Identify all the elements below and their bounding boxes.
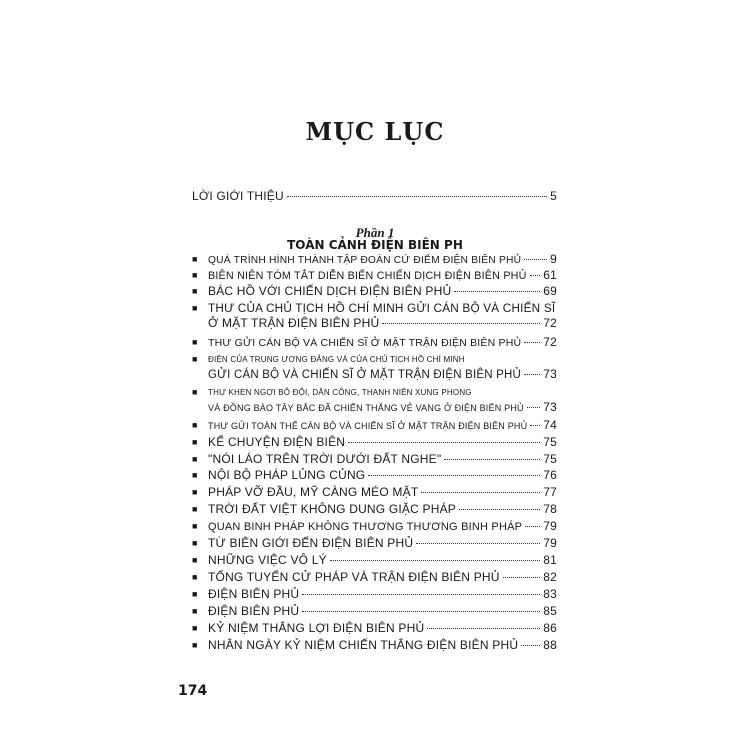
toc-page-number: 61 [543, 268, 557, 282]
bullet-icon: ■ [192, 538, 198, 548]
toc-entry-title: BIÊN NIÊN TÓM TẮT DIỄN BIẾN CHIẾN DỊCH ĐIỆN BIÊN PHỦ [208, 270, 527, 282]
toc-entry[interactable] [192, 268, 557, 284]
leader-dots [530, 425, 540, 426]
toc-entry-title: PHÁP VỠ ĐẦU, MỸ CÀNG MÉO MẶT [208, 485, 419, 499]
toc-page-number: 73 [543, 367, 557, 381]
toc-entry[interactable] [192, 621, 557, 636]
bullet-icon: ■ [192, 521, 198, 531]
page-number: 174 [178, 683, 208, 699]
toc-page-number: 88 [543, 638, 557, 652]
toc-entry-title: "NÓI LÁO TRÊN TRỜI DƯỚI ĐẤT NGHE" [208, 452, 442, 466]
toc-entry[interactable] [192, 519, 557, 535]
leader-dots [427, 628, 540, 629]
bullet-icon: ■ [192, 623, 198, 633]
leader-dots [444, 459, 540, 460]
toc-entry-title: KỂ CHUYỆN ĐIỆN BIÊN [208, 435, 346, 449]
bullet-icon: ■ [192, 589, 198, 599]
leader-dots [368, 475, 540, 476]
page-title: MỤC LỤC [305, 117, 445, 146]
leader-dots [330, 560, 540, 561]
bullet-icon: ■ [192, 572, 198, 582]
bullet-icon: ■ [192, 606, 198, 616]
bullet-icon: ■ [192, 487, 198, 497]
toc-entry-title: LỜI GIỚI THIỆU [192, 189, 284, 203]
leader-dots [382, 323, 540, 324]
toc-page-number: 72 [543, 335, 557, 349]
toc-entry-title: ĐIỆN CỦA TRUNG ƯƠNG ĐẢNG VÀ CỦA CHỦ TỊCH HỒ CHÍ MINH [208, 355, 465, 364]
leader-dots [527, 407, 541, 408]
leader-dots [348, 442, 540, 443]
bullet-icon: ■ [192, 437, 198, 447]
toc-entry-title: QUAN BINH PHÁP KHÔNG THƯƠNG THƯƠNG BINH PHÁP [208, 521, 523, 533]
leader-dots [524, 342, 540, 343]
bullet-icon: ■ [192, 640, 198, 650]
bullet-icon: ■ [192, 270, 198, 280]
toc-entry[interactable] [192, 352, 557, 383]
toc-entry[interactable] [192, 252, 557, 268]
bullet-icon: ■ [192, 470, 198, 480]
toc-entry-title: KỶ NIỆM THẮNG LỢI ĐIỆN BIÊN PHỦ [208, 621, 425, 635]
toc-entry-title: BÁC HỒ VỚI CHIẾN DỊCH ĐIỆN BIÊN PHỦ [208, 284, 452, 298]
leader-dots [521, 645, 540, 646]
leader-dots [524, 259, 547, 260]
toc-entry-title: VÀ ĐỒNG BÀO TÂY BẮC ĐÃ CHIẾN THẮNG VẺ VANG Ở ĐIỆN BIÊN PHỦ [208, 403, 524, 413]
bullet-icon: ■ [192, 303, 198, 313]
toc-page-number: 77 [543, 485, 557, 499]
leader-dots [421, 492, 540, 493]
toc-page-number: 82 [543, 570, 557, 584]
toc-page-number: 75 [543, 452, 557, 466]
bullet-icon: ■ [192, 286, 198, 296]
toc-entry-title: TRỜI ĐẤT VIỆT KHÔNG DUNG GIẶC PHÁP [208, 502, 457, 516]
toc-entry-title: NHỮNG VIỆC VÔ LÝ [208, 553, 327, 567]
leader-dots [302, 594, 540, 595]
toc-page-number: 5 [550, 189, 557, 203]
toc-entry-title: GỬI CÁN BỘ VÀ CHIẾN SĨ Ở MẶT TRẬN ĐIỆN BIÊN PHỦ [208, 369, 522, 381]
toc-page-number: 9 [550, 252, 557, 266]
toc-entry[interactable] [192, 435, 557, 450]
toc-entry[interactable] [192, 553, 557, 568]
toc-entry[interactable] [192, 385, 557, 416]
bullet-icon: ■ [192, 337, 198, 347]
toc-entry-title: TỔNG TUYỂN CỬ PHÁP VÀ TRẬN ĐIỆN BIÊN PHỦ [208, 570, 500, 584]
toc-intro-entry[interactable] [192, 189, 557, 204]
toc-entry-title: Ở MẶT TRẬN ĐIỆN BIÊN PHỦ [208, 316, 380, 330]
toc-page-number: 76 [543, 468, 557, 482]
bullet-icon: ■ [192, 454, 198, 464]
toc-page-number: 72 [543, 316, 557, 330]
toc-entry[interactable] [192, 301, 557, 331]
toc-entry-title: THƯ CỦA CHỦ TỊCH HỒ CHÍ MINH GỬI CÁN BỘ VÀ CHIẾN SĨ [208, 302, 556, 315]
toc-page-number: 79 [543, 536, 557, 550]
toc-page-number: 86 [543, 621, 557, 635]
leader-dots [524, 374, 540, 375]
toc-page-number: 81 [543, 553, 557, 567]
toc-entry-title: NỘI BỘ PHÁP LỦNG CỦNG [208, 468, 366, 482]
bullet-icon: ■ [192, 387, 198, 397]
toc-entry[interactable] [192, 335, 557, 351]
toc-entry-title: THƯ KHEN NGỢI BỘ ĐỘI, DÂN CÔNG, THANH NIÊN XUNG PHONG [208, 388, 472, 397]
bullet-icon: ■ [192, 504, 198, 514]
toc-entry-title: ĐIỆN BIÊN PHỦ [208, 587, 300, 601]
bullet-icon: ■ [192, 420, 198, 430]
leader-dots [454, 291, 540, 292]
part-title: TOÀN CẢNH ĐIỆN BIÊN PH [287, 238, 463, 252]
leader-dots [525, 526, 540, 527]
toc-entry-title: THƯ GỬI TOÀN THỂ CÁN BỘ VÀ CHIẾN SĨ Ở MẶT TRẬN ĐIỆN BIÊN PHỦ [208, 421, 528, 431]
toc-entry[interactable] [192, 604, 557, 619]
toc-entry-title: TỪ BIÊN GIỚI ĐẾN ĐIỆN BIÊN PHỦ [208, 536, 414, 550]
toc-entry-title: QUÁ TRÌNH HÌNH THÀNH TẬP ĐOÀN CỨ ĐIỂM ĐIỆN BIÊN PHỦ [208, 255, 522, 266]
bullet-icon: ■ [192, 254, 198, 264]
toc-page-number: 78 [543, 502, 557, 516]
toc-page-number: 79 [543, 519, 557, 533]
toc-entry[interactable] [192, 468, 557, 483]
toc-entry[interactable] [192, 284, 557, 299]
toc-entry[interactable] [192, 570, 557, 585]
toc-entry-title: ĐIỆN BIÊN PHỦ [208, 604, 300, 618]
toc-entry[interactable] [192, 485, 557, 500]
leader-dots [302, 611, 540, 612]
toc-page-number: 85 [543, 604, 557, 618]
bullet-icon: ■ [192, 354, 198, 364]
toc-page-number: 73 [543, 400, 557, 414]
toc-page-number: 69 [543, 284, 557, 298]
toc-entry[interactable] [192, 418, 557, 434]
leader-dots [287, 196, 547, 197]
toc-entry-title: THƯ GỬI CÁN BỘ VÀ CHIẾN SĨ Ở MẶT TRẬN ĐIỆN BIÊN PHỦ [208, 337, 522, 349]
leader-dots [530, 275, 541, 276]
leader-dots [459, 509, 540, 510]
part-label: Phần 1 [355, 225, 395, 240]
toc-page-number: 75 [543, 435, 557, 449]
leader-dots [416, 543, 540, 544]
toc-entry[interactable] [192, 502, 557, 517]
leader-dots [503, 577, 541, 578]
toc-page-number: 83 [543, 587, 557, 601]
toc-entry[interactable] [192, 452, 557, 467]
toc-page-number: 74 [543, 418, 557, 432]
bullet-icon: ■ [192, 555, 198, 565]
toc-entry[interactable] [192, 638, 557, 653]
toc-entry[interactable] [192, 587, 557, 602]
toc-entry-title: NHÂN NGÀY KỶ NIỆM CHIẾN THẮNG ĐIỆN BIÊN PHỦ [208, 638, 519, 652]
toc-entry[interactable] [192, 536, 557, 551]
